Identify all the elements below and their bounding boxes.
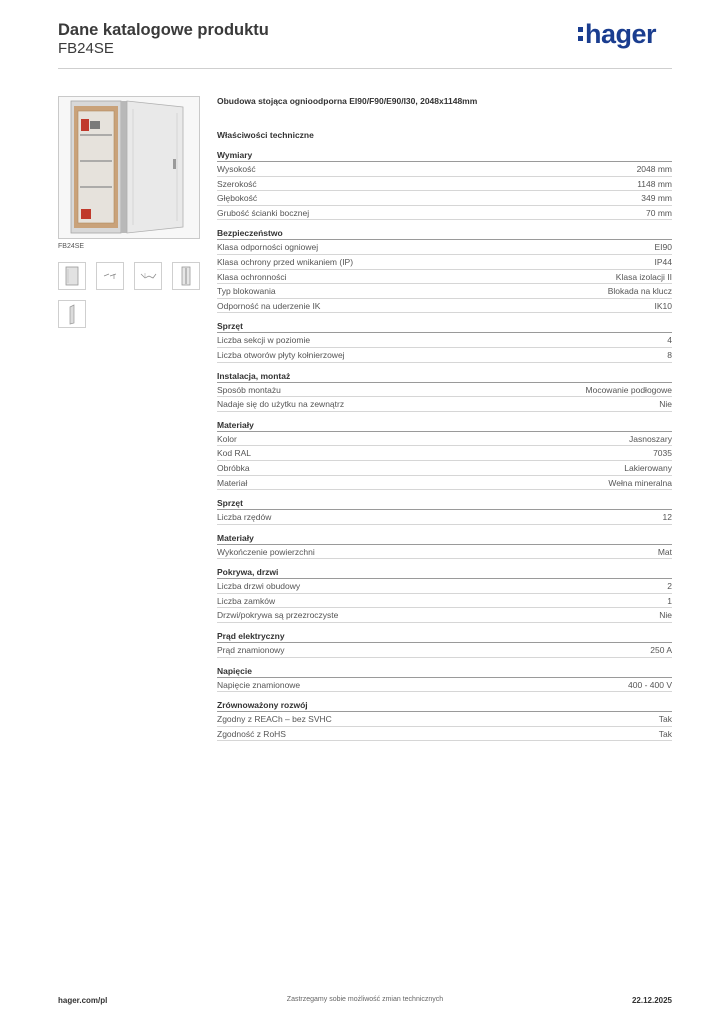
logo-text: hager — [584, 19, 656, 49]
spec-label: Typ blokowania — [217, 286, 276, 297]
spec-section — [217, 699, 672, 741]
spec-label: Liczba zamków — [217, 595, 276, 606]
spec-label: Wykończenie powierzchni — [217, 546, 315, 557]
spec-value: IP44 — [654, 256, 672, 267]
section-title: Napięcie — [217, 665, 672, 678]
spec-section — [217, 227, 672, 313]
spec-row — [217, 545, 672, 560]
spec-value: IK10 — [654, 300, 672, 311]
spec-label: Liczba otworów płyty kołnierzowej — [217, 349, 345, 360]
spec-value: Klasa izolacji II — [615, 271, 672, 282]
spec-row — [217, 594, 672, 609]
footer-disclaimer: Zastrzegamy sobie możliwość zmian technicznych — [286, 996, 444, 1003]
spec-label: Kolor — [217, 433, 237, 444]
spec-row — [217, 712, 672, 727]
spec-value: 7035 — [653, 448, 672, 459]
spec-label: Liczba rzędów — [217, 512, 272, 523]
spec-label: Nadaje się do użytku na zewnątrz — [217, 399, 345, 410]
image-caption: FB24SE — [58, 243, 85, 250]
product-code: FB24SE — [58, 40, 114, 57]
section-title: Bezpieczeństwo — [217, 227, 672, 240]
spec-section — [217, 532, 672, 560]
spec-section — [217, 320, 672, 362]
section-title: Instalacja, montaż — [217, 370, 672, 383]
spec-label: Liczba drzwi obudowy — [217, 581, 301, 592]
spec-row — [217, 348, 672, 363]
spec-value: Blokada na klucz — [607, 286, 672, 297]
thumbnail-side-view[interactable] — [172, 262, 200, 290]
spec-section — [217, 665, 672, 693]
section-title: Sprzęt — [217, 497, 672, 510]
spec-section — [217, 630, 672, 658]
spec-value: 1 — [667, 595, 672, 606]
spec-row — [217, 579, 672, 594]
spec-value: Jasnoszary — [629, 433, 672, 444]
properties-heading: Właściwości techniczne — [217, 130, 314, 140]
spec-label: Kod RAL — [217, 448, 252, 459]
product-specs — [217, 93, 672, 741]
spec-label: Obróbka — [217, 462, 250, 473]
section-title: Zrównoważony rozwój — [217, 699, 672, 712]
spec-label: Liczba sekcji w poziomie — [217, 335, 311, 346]
spec-row — [217, 461, 672, 476]
spec-section — [217, 497, 672, 525]
spec-label: Grubość ścianki bocznej — [217, 207, 310, 218]
spec-row — [217, 177, 672, 192]
section-title: Materiały — [217, 532, 672, 545]
spec-section — [217, 149, 672, 220]
spec-value: 70 mm — [646, 207, 672, 218]
spec-label: Głębokość — [217, 193, 258, 204]
spec-section — [217, 419, 672, 490]
spec-value: Nie — [659, 399, 672, 410]
spec-label: Klasa ochrony przed wnikaniem (IP) — [217, 256, 354, 267]
spec-value: 4 — [667, 335, 672, 346]
spec-value: Lakierowany — [624, 462, 672, 473]
spec-row — [217, 510, 672, 525]
spec-row — [217, 240, 672, 255]
header-divider — [58, 68, 672, 69]
page-footer — [58, 996, 672, 1010]
spec-row — [217, 678, 672, 693]
spec-value: EI90 — [654, 242, 672, 253]
thumbnail-detail-view[interactable] — [134, 262, 162, 290]
spec-section — [217, 370, 672, 412]
spec-row — [217, 270, 672, 285]
spec-value: Mocowanie podłogowe — [585, 384, 672, 395]
spec-label: Klasa ochronności — [217, 271, 287, 282]
spec-value: Mat — [657, 546, 672, 557]
spec-row — [217, 191, 672, 206]
spec-row — [217, 383, 672, 398]
spec-value: 349 mm — [641, 193, 672, 204]
spec-label: Zgodny z REACh – bez SVHC — [217, 714, 332, 725]
footer-website[interactable]: hager.com/pl — [58, 996, 108, 1005]
spec-row — [217, 397, 672, 412]
section-title: Prąd elektryczny — [217, 630, 672, 643]
spec-value: 2 — [667, 581, 672, 592]
page-header — [58, 20, 672, 68]
spec-row — [217, 476, 672, 491]
spec-value: 400 - 400 V — [628, 679, 672, 690]
spec-value: Tak — [658, 714, 672, 725]
spec-sections — [217, 149, 672, 741]
spec-row — [217, 446, 672, 461]
thumbnail-profile-view[interactable] — [58, 300, 86, 328]
thumbnail-front-view[interactable] — [58, 262, 86, 290]
spec-label: Odporność na uderzenie IK — [217, 300, 321, 311]
spec-value: 250 A — [650, 645, 672, 656]
spec-row — [217, 255, 672, 270]
logo-dots-icon — [578, 27, 583, 41]
product-description: Obudowa stojąca ognioodporna EI90/F90/E90/I30, 2048x1148mm — [217, 96, 478, 106]
spec-label: Napięcie znamionowe — [217, 679, 301, 690]
spec-label: Drzwi/pokrywa są przezroczyste — [217, 610, 339, 621]
section-title: Wymiary — [217, 149, 672, 162]
spec-value: Tak — [658, 728, 672, 739]
spec-row — [217, 333, 672, 348]
section-title: Materiały — [217, 419, 672, 432]
spec-value: 12 — [662, 512, 672, 523]
spec-value: 2048 mm — [636, 164, 672, 174]
spec-row — [217, 162, 672, 177]
spec-row — [217, 608, 672, 623]
section-title: Sprzęt — [217, 320, 672, 333]
spec-label: Szerokość — [217, 178, 257, 189]
section-title: Pokrywa, drzwi — [217, 566, 672, 579]
spec-section — [217, 566, 672, 623]
spec-label: Materiał — [217, 477, 248, 488]
page-title: Dane katalogowe produktu — [58, 21, 269, 39]
spec-label: Klasa odporności ogniowej — [217, 242, 319, 253]
hager-logo — [578, 20, 656, 48]
spec-value: Nie — [659, 610, 672, 621]
spec-row — [217, 727, 672, 742]
spec-value: 1148 mm — [637, 178, 672, 189]
spec-row — [217, 432, 672, 447]
spec-row — [217, 206, 672, 221]
thumbnail-drawing-view[interactable] — [96, 262, 124, 290]
spec-label: Wysokość — [217, 164, 256, 174]
spec-row — [217, 299, 672, 314]
spec-row — [217, 643, 672, 658]
spec-row — [217, 284, 672, 299]
spec-label: Prąd znamionowy — [217, 645, 285, 656]
spec-value: Wełna mineralna — [608, 477, 672, 488]
product-image — [58, 96, 200, 239]
spec-label: Sposób montażu — [217, 384, 281, 395]
spec-label: Zgodność z RoHS — [217, 728, 286, 739]
spec-value: 8 — [667, 349, 672, 360]
footer-date: 22.12.2025 — [631, 996, 672, 1005]
